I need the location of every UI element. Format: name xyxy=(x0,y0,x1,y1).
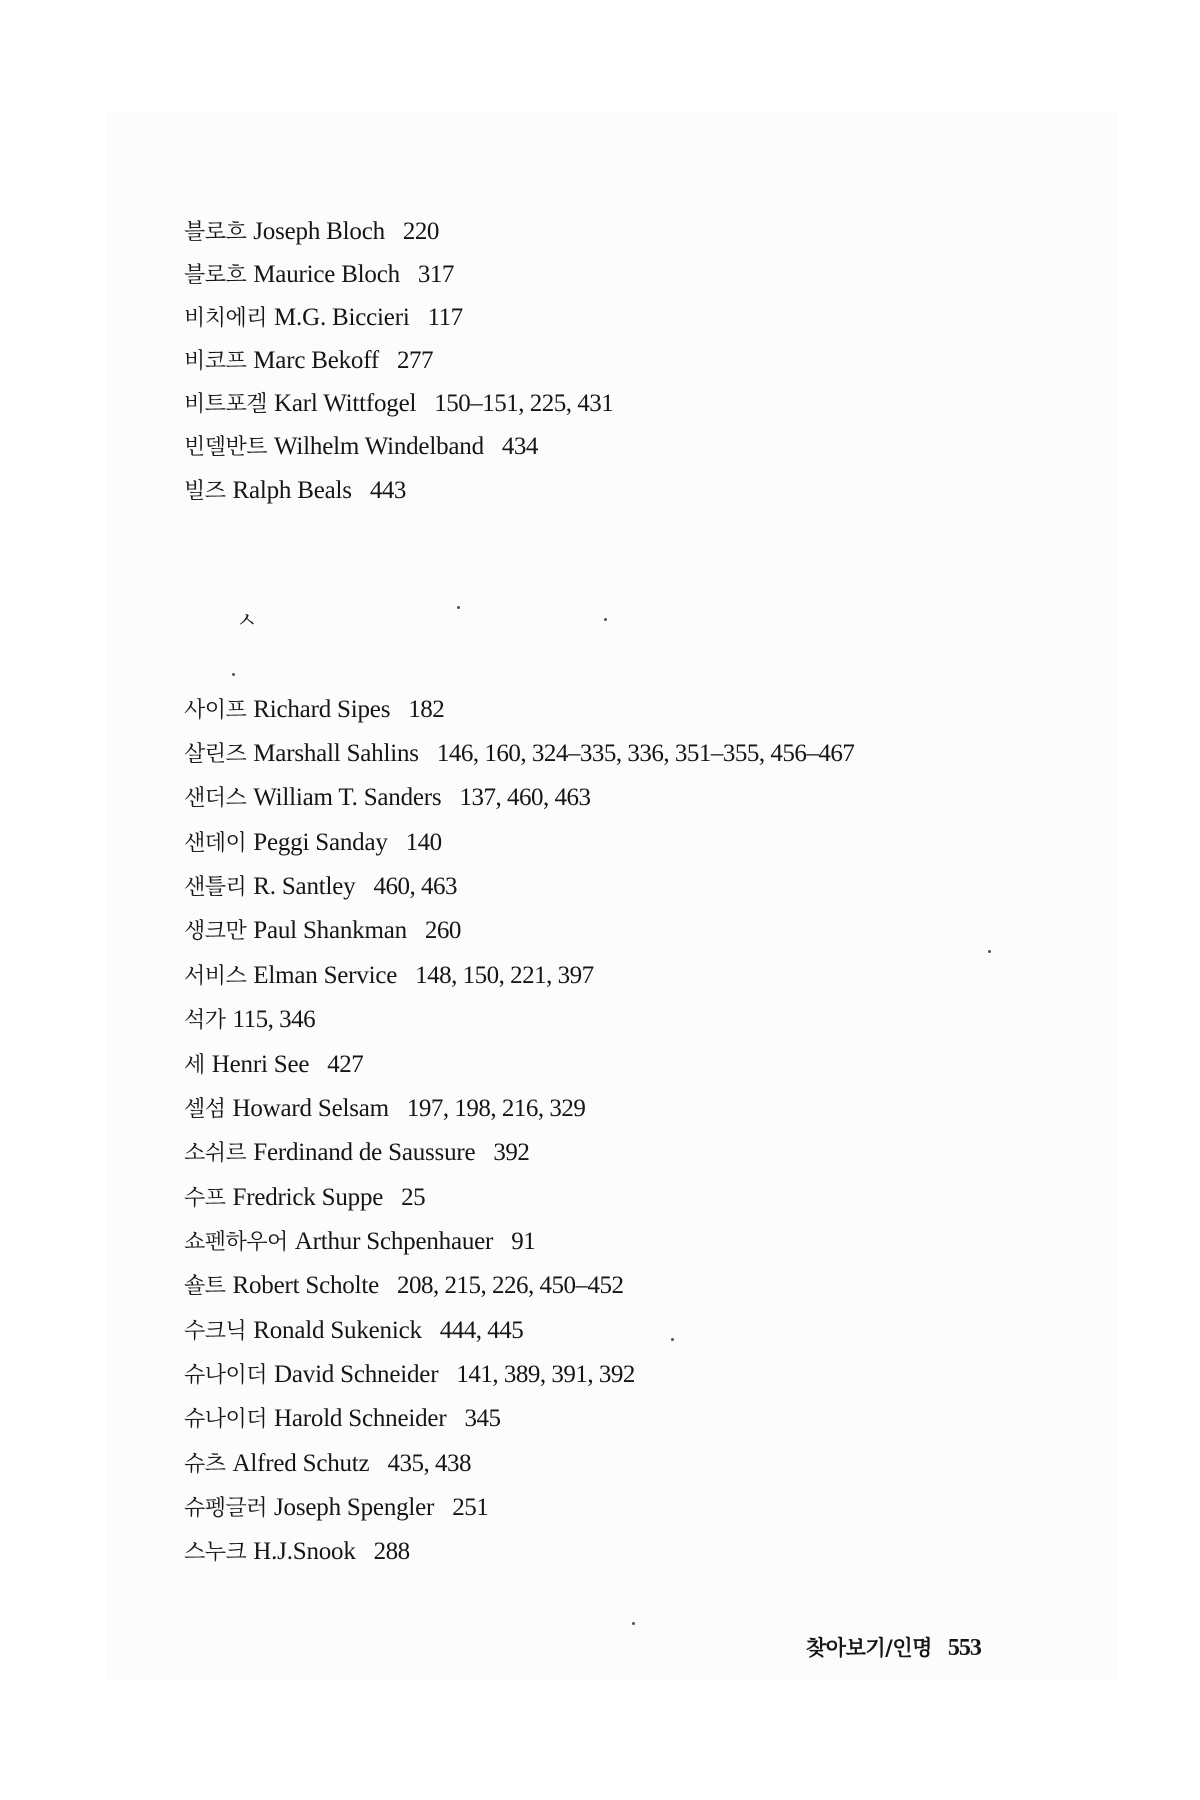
original-name: Marshall Sahlins xyxy=(253,740,419,767)
korean-name: 슈나이더 xyxy=(184,1407,268,1432)
index-entry xyxy=(184,1315,523,1348)
page-number: 553 xyxy=(947,1635,981,1661)
original-name: Karl Wittfogel xyxy=(274,390,417,417)
original-name: Ronald Sukenick xyxy=(253,1317,422,1344)
page-references: 150–151, 225, 431 xyxy=(434,390,614,417)
index-entry xyxy=(184,827,442,860)
korean-name: 세 xyxy=(184,1053,205,1078)
korean-name: 수프 xyxy=(184,1186,226,1211)
korean-name: 석가 xyxy=(184,1008,226,1033)
original-name: Howard Selsam xyxy=(232,1095,389,1122)
korean-name: 살린즈 xyxy=(184,742,247,767)
korean-name: 생크만 xyxy=(184,919,247,944)
index-entry xyxy=(184,782,590,815)
index-entry xyxy=(184,475,406,508)
korean-name: 비코프 xyxy=(184,349,247,374)
index-entry xyxy=(184,388,613,421)
index-entry xyxy=(184,1492,488,1525)
page-references: 137, 460, 463 xyxy=(459,784,591,811)
original-name: Harold Schneider xyxy=(274,1405,447,1432)
korean-name: 슈나이더 xyxy=(184,1363,268,1388)
original-name: Joseph Bloch xyxy=(253,218,385,245)
page-references: 345 xyxy=(464,1405,501,1432)
page-references: 197, 198, 216, 329 xyxy=(406,1095,586,1122)
page-references: 182 xyxy=(408,696,445,723)
index-entry xyxy=(184,302,463,335)
page-references: 25 xyxy=(401,1184,426,1211)
page-references: 117 xyxy=(427,304,463,331)
original-name: R. Santley xyxy=(253,873,356,900)
page-references: 115, 346 xyxy=(232,1006,316,1033)
index-entry xyxy=(184,1226,535,1259)
index-entry xyxy=(184,1093,585,1126)
page-references: 444, 445 xyxy=(439,1317,524,1344)
page-references: 288 xyxy=(373,1538,410,1565)
korean-name: 쇼펜하우어 xyxy=(184,1230,288,1255)
scan-speck xyxy=(604,618,607,621)
korean-name: 블로흐 xyxy=(184,220,247,245)
original-name: Fredrick Suppe xyxy=(232,1184,384,1211)
original-name: Elman Service xyxy=(253,962,398,989)
page-references: 277 xyxy=(397,347,434,374)
index-entry xyxy=(184,1049,363,1082)
original-name: Maurice Bloch xyxy=(253,261,400,288)
index-entry xyxy=(184,1536,410,1569)
scan-speck xyxy=(232,673,235,676)
page-references: 443 xyxy=(369,477,406,504)
korean-name: 셀섬 xyxy=(184,1097,226,1122)
korean-name: 비치에리 xyxy=(184,306,268,331)
scan-speck xyxy=(457,606,460,609)
page-footer xyxy=(806,1632,981,1664)
korean-name: 샌틀리 xyxy=(184,875,247,900)
korean-name: 스누크 xyxy=(184,1540,247,1565)
original-name: H.J.Snook xyxy=(253,1538,356,1565)
index-entry xyxy=(184,1403,500,1436)
index-entry xyxy=(184,1182,425,1215)
page-references: 208, 215, 226, 450–452 xyxy=(397,1272,624,1299)
page-references: 251 xyxy=(452,1494,489,1521)
original-name: Henri See xyxy=(211,1051,310,1078)
original-name: Paul Shankman xyxy=(253,917,407,944)
index-entry xyxy=(184,1359,635,1392)
korean-name: 빌즈 xyxy=(184,479,226,504)
index-entry xyxy=(184,915,461,948)
page-references: 392 xyxy=(493,1139,530,1166)
korean-name: 서비스 xyxy=(184,964,247,989)
original-name: Ralph Beals xyxy=(232,477,352,504)
index-entry xyxy=(184,738,854,771)
page-references: 260 xyxy=(424,917,461,944)
index-entry xyxy=(184,216,439,249)
original-name: Alfred Schutz xyxy=(232,1450,370,1477)
page-references: 317 xyxy=(417,261,454,288)
index-entry xyxy=(184,871,457,904)
index-entry xyxy=(184,694,444,727)
original-name: Peggi Sanday xyxy=(253,829,388,856)
index-entry xyxy=(184,431,538,464)
original-name: Richard Sipes xyxy=(253,696,391,723)
scan-speck xyxy=(671,1338,674,1341)
original-name: Ferdinand de Saussure xyxy=(253,1139,476,1166)
index-entry xyxy=(184,1448,471,1481)
index-entry xyxy=(184,1137,529,1170)
original-name: Marc Bekoff xyxy=(253,347,380,374)
original-name: William T. Sanders xyxy=(253,784,442,811)
korean-name: 블로흐 xyxy=(184,263,247,288)
index-entry xyxy=(184,259,454,292)
original-name: Wilhelm Windelband xyxy=(274,433,484,460)
korean-name: 슈펭글러 xyxy=(184,1496,268,1521)
korean-name: 수크닉 xyxy=(184,1319,247,1344)
section-header-s: ㅅ xyxy=(236,609,258,634)
index-entry xyxy=(184,960,594,993)
scan-speck xyxy=(988,950,991,953)
korean-name: 숄트 xyxy=(184,1274,226,1299)
page-references: 146, 160, 324–335, 336, 351–355, 456–467 xyxy=(436,740,855,767)
page-references: 220 xyxy=(402,218,439,245)
page-references: 460, 463 xyxy=(373,873,457,900)
page-references: 427 xyxy=(327,1051,364,1078)
korean-name: 샌더스 xyxy=(184,786,247,811)
index-entry xyxy=(184,1270,624,1303)
korean-name: 빈델반트 xyxy=(184,435,268,460)
page-references: 434 xyxy=(501,433,538,460)
original-name: Robert Scholte xyxy=(232,1272,379,1299)
korean-name: 비트포겔 xyxy=(184,392,268,417)
page-references: 435, 438 xyxy=(387,1450,471,1477)
running-footer-title: 찾아보기/인명 xyxy=(806,1636,932,1660)
page-references: 91 xyxy=(511,1228,536,1255)
original-name: M.G. Biccieri xyxy=(274,304,410,331)
korean-name: 슈츠 xyxy=(184,1452,226,1477)
original-name: Arthur Schpenhauer xyxy=(294,1228,494,1255)
korean-name: 사이프 xyxy=(184,698,247,723)
page-references: 141, 389, 391, 392 xyxy=(456,1361,635,1388)
page-references: 148, 150, 221, 397 xyxy=(415,962,594,989)
index-entry xyxy=(184,345,433,378)
index-entry xyxy=(184,1004,315,1037)
original-name: David Schneider xyxy=(274,1361,439,1388)
korean-name: 샌데이 xyxy=(184,831,247,856)
scan-speck xyxy=(632,1622,635,1625)
original-name: Joseph Spengler xyxy=(274,1494,435,1521)
page-references: 140 xyxy=(405,829,442,856)
korean-name: 소쉬르 xyxy=(184,1141,247,1166)
